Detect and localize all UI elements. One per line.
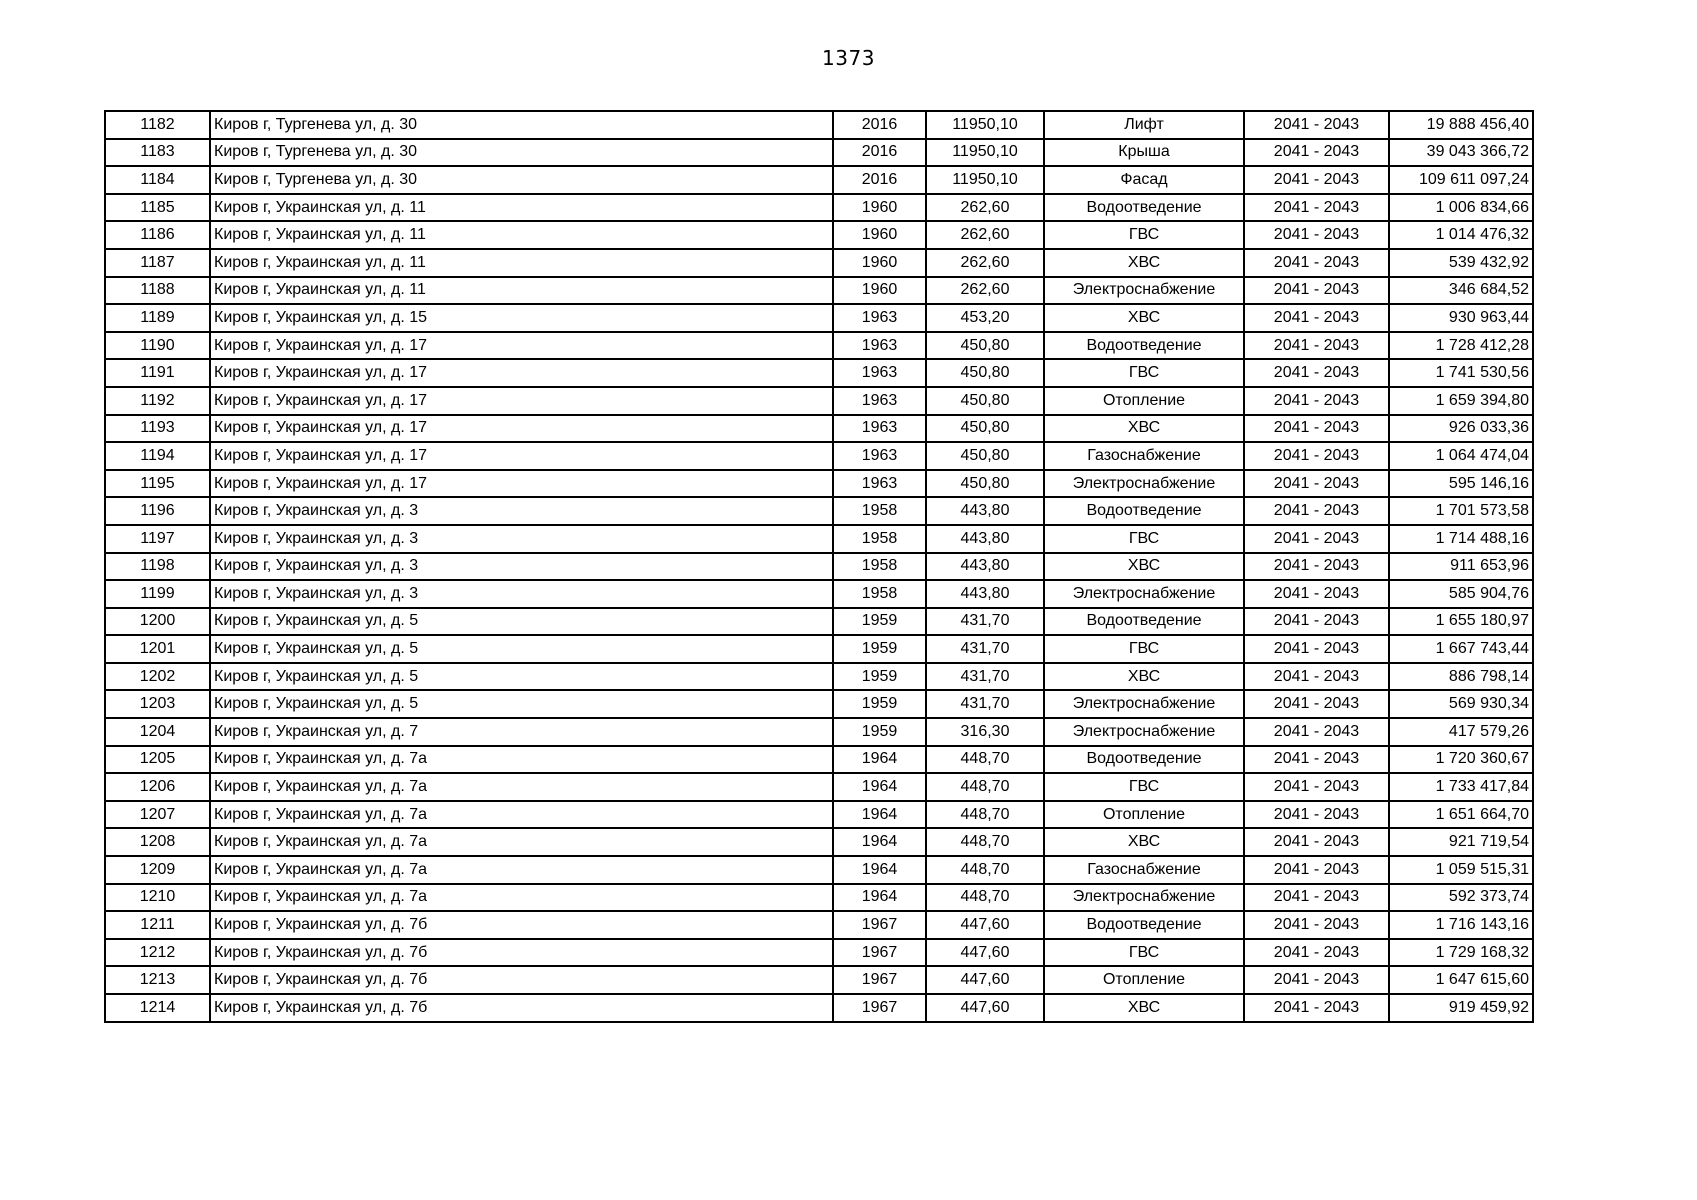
row-number-cell: 1202	[105, 663, 210, 691]
address-cell: Киров г, Украинская ул, д. 7а	[210, 856, 833, 884]
area-cell: 262,60	[926, 221, 1044, 249]
area-cell: 448,70	[926, 773, 1044, 801]
area-cell: 443,80	[926, 553, 1044, 581]
row-number-cell: 1207	[105, 801, 210, 829]
row-number-cell: 1191	[105, 359, 210, 387]
build-year-cell: 1958	[833, 525, 926, 553]
period-cell: 2041 - 2043	[1244, 801, 1389, 829]
build-year-cell: 1964	[833, 884, 926, 912]
build-year-cell: 1967	[833, 939, 926, 967]
work-type-cell: Лифт	[1044, 111, 1244, 139]
build-year-cell: 1958	[833, 497, 926, 525]
work-type-cell: ГВС	[1044, 939, 1244, 967]
build-year-cell: 1963	[833, 304, 926, 332]
address-cell: Киров г, Украинская ул, д. 5	[210, 635, 833, 663]
cost-cell: 1 728 412,28	[1389, 332, 1533, 360]
area-cell: 448,70	[926, 884, 1044, 912]
build-year-cell: 1958	[833, 553, 926, 581]
row-number-cell: 1197	[105, 525, 210, 553]
area-cell: 450,80	[926, 415, 1044, 443]
row-number-cell: 1198	[105, 553, 210, 581]
address-cell: Киров г, Украинская ул, д. 17	[210, 359, 833, 387]
row-number-cell: 1187	[105, 249, 210, 277]
table-row	[105, 221, 1533, 249]
work-type-cell: Газоснабжение	[1044, 856, 1244, 884]
cost-cell: 585 904,76	[1389, 580, 1533, 608]
period-cell: 2041 - 2043	[1244, 497, 1389, 525]
area-cell: 262,60	[926, 277, 1044, 305]
row-number-cell: 1189	[105, 304, 210, 332]
address-cell: Киров г, Украинская ул, д. 11	[210, 194, 833, 222]
area-cell: 316,30	[926, 718, 1044, 746]
work-type-cell: Отопление	[1044, 387, 1244, 415]
period-cell: 2041 - 2043	[1244, 442, 1389, 470]
build-year-cell: 1964	[833, 746, 926, 774]
work-type-cell: Электроснабжение	[1044, 718, 1244, 746]
period-cell: 2041 - 2043	[1244, 304, 1389, 332]
period-cell: 2041 - 2043	[1244, 139, 1389, 167]
period-cell: 2041 - 2043	[1244, 221, 1389, 249]
area-cell: 443,80	[926, 525, 1044, 553]
build-year-cell: 1963	[833, 387, 926, 415]
table-row	[105, 608, 1533, 636]
work-type-cell: ГВС	[1044, 635, 1244, 663]
work-type-cell: Отопление	[1044, 801, 1244, 829]
address-cell: Киров г, Украинская ул, д. 7б	[210, 966, 833, 994]
build-year-cell: 1964	[833, 856, 926, 884]
area-cell: 11950,10	[926, 166, 1044, 194]
build-year-cell: 1967	[833, 966, 926, 994]
table-row	[105, 580, 1533, 608]
address-cell: Киров г, Тургенева ул, д. 30	[210, 166, 833, 194]
area-cell: 443,80	[926, 580, 1044, 608]
area-cell: 11950,10	[926, 111, 1044, 139]
area-cell: 450,80	[926, 442, 1044, 470]
area-cell: 431,70	[926, 635, 1044, 663]
build-year-cell: 2016	[833, 166, 926, 194]
area-cell: 447,60	[926, 939, 1044, 967]
address-cell: Киров г, Украинская ул, д. 7б	[210, 911, 833, 939]
address-cell: Киров г, Украинская ул, д. 7	[210, 718, 833, 746]
row-number-cell: 1196	[105, 497, 210, 525]
table-row	[105, 359, 1533, 387]
row-number-cell: 1206	[105, 773, 210, 801]
address-cell: Киров г, Украинская ул, д. 3	[210, 580, 833, 608]
cost-cell: 39 043 366,72	[1389, 139, 1533, 167]
work-type-cell: ХВС	[1044, 828, 1244, 856]
period-cell: 2041 - 2043	[1244, 994, 1389, 1022]
area-cell: 11950,10	[926, 139, 1044, 167]
work-type-cell: Водоотведение	[1044, 332, 1244, 360]
period-cell: 2041 - 2043	[1244, 911, 1389, 939]
row-number-cell: 1183	[105, 139, 210, 167]
work-type-cell: Отопление	[1044, 966, 1244, 994]
period-cell: 2041 - 2043	[1244, 387, 1389, 415]
work-type-cell: Электроснабжение	[1044, 690, 1244, 718]
table-row	[105, 773, 1533, 801]
build-year-cell: 1963	[833, 332, 926, 360]
table-row	[105, 304, 1533, 332]
cost-cell: 1 741 530,56	[1389, 359, 1533, 387]
build-year-cell: 1960	[833, 249, 926, 277]
table-row	[105, 332, 1533, 360]
area-cell: 448,70	[926, 828, 1044, 856]
row-number-cell: 1194	[105, 442, 210, 470]
address-cell: Киров г, Украинская ул, д. 15	[210, 304, 833, 332]
period-cell: 2041 - 2043	[1244, 884, 1389, 912]
table-row	[105, 166, 1533, 194]
period-cell: 2041 - 2043	[1244, 773, 1389, 801]
period-cell: 2041 - 2043	[1244, 663, 1389, 691]
cost-cell: 417 579,26	[1389, 718, 1533, 746]
address-cell: Киров г, Украинская ул, д. 17	[210, 415, 833, 443]
period-cell: 2041 - 2043	[1244, 194, 1389, 222]
address-cell: Киров г, Украинская ул, д. 7б	[210, 994, 833, 1022]
row-number-cell: 1211	[105, 911, 210, 939]
address-cell: Киров г, Тургенева ул, д. 30	[210, 139, 833, 167]
build-year-cell: 1959	[833, 663, 926, 691]
area-cell: 450,80	[926, 332, 1044, 360]
cost-cell: 1 059 515,31	[1389, 856, 1533, 884]
period-cell: 2041 - 2043	[1244, 111, 1389, 139]
cost-cell: 1 701 573,58	[1389, 497, 1533, 525]
work-type-cell: ГВС	[1044, 221, 1244, 249]
table-row	[105, 553, 1533, 581]
build-year-cell: 1960	[833, 277, 926, 305]
period-cell: 2041 - 2043	[1244, 166, 1389, 194]
cost-cell: 539 432,92	[1389, 249, 1533, 277]
row-number-cell: 1200	[105, 608, 210, 636]
area-cell: 448,70	[926, 801, 1044, 829]
cost-cell: 1 651 664,70	[1389, 801, 1533, 829]
build-year-cell: 1959	[833, 635, 926, 663]
cost-cell: 1 729 168,32	[1389, 939, 1533, 967]
period-cell: 2041 - 2043	[1244, 525, 1389, 553]
address-cell: Киров г, Украинская ул, д. 3	[210, 525, 833, 553]
table-row	[105, 911, 1533, 939]
address-cell: Киров г, Украинская ул, д. 7а	[210, 773, 833, 801]
area-cell: 262,60	[926, 194, 1044, 222]
row-number-cell: 1210	[105, 884, 210, 912]
address-cell: Киров г, Украинская ул, д. 5	[210, 608, 833, 636]
cost-cell: 886 798,14	[1389, 663, 1533, 691]
area-cell: 431,70	[926, 608, 1044, 636]
table-body	[105, 111, 1533, 1022]
cost-cell: 1 667 743,44	[1389, 635, 1533, 663]
work-type-cell: ГВС	[1044, 525, 1244, 553]
table-row	[105, 387, 1533, 415]
table-row	[105, 442, 1533, 470]
row-number-cell: 1213	[105, 966, 210, 994]
table-row	[105, 690, 1533, 718]
work-type-cell: ХВС	[1044, 304, 1244, 332]
row-number-cell: 1195	[105, 470, 210, 498]
cost-cell: 1 659 394,80	[1389, 387, 1533, 415]
row-number-cell: 1182	[105, 111, 210, 139]
cost-cell: 1 716 143,16	[1389, 911, 1533, 939]
work-type-cell: Водоотведение	[1044, 194, 1244, 222]
table-row	[105, 497, 1533, 525]
table-row	[105, 249, 1533, 277]
cost-cell: 595 146,16	[1389, 470, 1533, 498]
address-cell: Киров г, Украинская ул, д. 7а	[210, 746, 833, 774]
build-year-cell: 2016	[833, 139, 926, 167]
table-row	[105, 884, 1533, 912]
address-cell: Киров г, Украинская ул, д. 7б	[210, 939, 833, 967]
address-cell: Киров г, Украинская ул, д. 17	[210, 470, 833, 498]
cost-cell: 109 611 097,24	[1389, 166, 1533, 194]
build-year-cell: 1963	[833, 415, 926, 443]
row-number-cell: 1184	[105, 166, 210, 194]
work-type-cell: ХВС	[1044, 249, 1244, 277]
build-year-cell: 1967	[833, 994, 926, 1022]
cost-cell: 569 930,34	[1389, 690, 1533, 718]
address-cell: Киров г, Украинская ул, д. 7а	[210, 828, 833, 856]
table-row	[105, 525, 1533, 553]
area-cell: 450,80	[926, 387, 1044, 415]
table-row	[105, 994, 1533, 1022]
work-type-cell: ГВС	[1044, 773, 1244, 801]
cost-cell: 1 733 417,84	[1389, 773, 1533, 801]
address-cell: Киров г, Тургенева ул, д. 30	[210, 111, 833, 139]
period-cell: 2041 - 2043	[1244, 828, 1389, 856]
work-type-cell: ГВС	[1044, 359, 1244, 387]
row-number-cell: 1204	[105, 718, 210, 746]
work-type-cell: ХВС	[1044, 663, 1244, 691]
row-number-cell: 1199	[105, 580, 210, 608]
cost-cell: 1 714 488,16	[1389, 525, 1533, 553]
address-cell: Киров г, Украинская ул, д. 5	[210, 690, 833, 718]
work-type-cell: Фасад	[1044, 166, 1244, 194]
cost-cell: 1 064 474,04	[1389, 442, 1533, 470]
work-type-cell: Водоотведение	[1044, 608, 1244, 636]
period-cell: 2041 - 2043	[1244, 856, 1389, 884]
area-cell: 431,70	[926, 690, 1044, 718]
build-year-cell: 1963	[833, 359, 926, 387]
work-type-cell: ХВС	[1044, 415, 1244, 443]
period-cell: 2041 - 2043	[1244, 415, 1389, 443]
build-year-cell: 1960	[833, 221, 926, 249]
cost-cell: 1 647 615,60	[1389, 966, 1533, 994]
table-row	[105, 415, 1533, 443]
cost-cell: 1 006 834,66	[1389, 194, 1533, 222]
cost-cell: 1 655 180,97	[1389, 608, 1533, 636]
area-cell: 447,60	[926, 966, 1044, 994]
period-cell: 2041 - 2043	[1244, 966, 1389, 994]
cost-cell: 1 720 360,67	[1389, 746, 1533, 774]
row-number-cell: 1212	[105, 939, 210, 967]
address-cell: Киров г, Украинская ул, д. 3	[210, 497, 833, 525]
cost-cell: 911 653,96	[1389, 553, 1533, 581]
table-row	[105, 828, 1533, 856]
build-year-cell: 1963	[833, 470, 926, 498]
address-cell: Киров г, Украинская ул, д. 7а	[210, 884, 833, 912]
row-number-cell: 1190	[105, 332, 210, 360]
work-type-cell: Электроснабжение	[1044, 277, 1244, 305]
area-cell: 447,60	[926, 911, 1044, 939]
work-type-cell: Водоотведение	[1044, 911, 1244, 939]
repair-schedule-table	[104, 110, 1534, 1023]
area-cell: 453,20	[926, 304, 1044, 332]
work-type-cell: ХВС	[1044, 994, 1244, 1022]
table-row	[105, 277, 1533, 305]
address-cell: Киров г, Украинская ул, д. 11	[210, 221, 833, 249]
row-number-cell: 1193	[105, 415, 210, 443]
table-row	[105, 856, 1533, 884]
period-cell: 2041 - 2043	[1244, 608, 1389, 636]
row-number-cell: 1203	[105, 690, 210, 718]
row-number-cell: 1208	[105, 828, 210, 856]
cost-cell: 921 719,54	[1389, 828, 1533, 856]
work-type-cell: Электроснабжение	[1044, 884, 1244, 912]
period-cell: 2041 - 2043	[1244, 718, 1389, 746]
work-type-cell: Электроснабжение	[1044, 470, 1244, 498]
area-cell: 262,60	[926, 249, 1044, 277]
table-row	[105, 746, 1533, 774]
row-number-cell: 1209	[105, 856, 210, 884]
work-type-cell: ХВС	[1044, 553, 1244, 581]
address-cell: Киров г, Украинская ул, д. 3	[210, 553, 833, 581]
table-row	[105, 194, 1533, 222]
cost-cell: 592 373,74	[1389, 884, 1533, 912]
period-cell: 2041 - 2043	[1244, 580, 1389, 608]
address-cell: Киров г, Украинская ул, д. 7а	[210, 801, 833, 829]
build-year-cell: 2016	[833, 111, 926, 139]
row-number-cell: 1188	[105, 277, 210, 305]
address-cell: Киров г, Украинская ул, д. 5	[210, 663, 833, 691]
table-row	[105, 663, 1533, 691]
period-cell: 2041 - 2043	[1244, 332, 1389, 360]
build-year-cell: 1958	[833, 580, 926, 608]
page-number: 1373	[822, 46, 875, 70]
table-row	[105, 718, 1533, 746]
build-year-cell: 1964	[833, 801, 926, 829]
address-cell: Киров г, Украинская ул, д. 17	[210, 332, 833, 360]
address-cell: Киров г, Украинская ул, д. 11	[210, 277, 833, 305]
work-type-cell: Водоотведение	[1044, 497, 1244, 525]
cost-cell: 1 014 476,32	[1389, 221, 1533, 249]
area-cell: 431,70	[926, 663, 1044, 691]
address-cell: Киров г, Украинская ул, д. 11	[210, 249, 833, 277]
row-number-cell: 1185	[105, 194, 210, 222]
area-cell: 447,60	[926, 994, 1044, 1022]
period-cell: 2041 - 2043	[1244, 635, 1389, 663]
table-row	[105, 111, 1533, 139]
work-type-cell: Крыша	[1044, 139, 1244, 167]
area-cell: 443,80	[926, 497, 1044, 525]
row-number-cell: 1201	[105, 635, 210, 663]
cost-cell: 346 684,52	[1389, 277, 1533, 305]
work-type-cell: Электроснабжение	[1044, 580, 1244, 608]
cost-cell: 919 459,92	[1389, 994, 1533, 1022]
address-cell: Киров г, Украинская ул, д. 17	[210, 387, 833, 415]
row-number-cell: 1205	[105, 746, 210, 774]
build-year-cell: 1967	[833, 911, 926, 939]
work-type-cell: Газоснабжение	[1044, 442, 1244, 470]
build-year-cell: 1964	[833, 828, 926, 856]
address-cell: Киров г, Украинская ул, д. 17	[210, 442, 833, 470]
period-cell: 2041 - 2043	[1244, 249, 1389, 277]
period-cell: 2041 - 2043	[1244, 939, 1389, 967]
table-row	[105, 139, 1533, 167]
area-cell: 448,70	[926, 856, 1044, 884]
build-year-cell: 1959	[833, 718, 926, 746]
build-year-cell: 1964	[833, 773, 926, 801]
build-year-cell: 1959	[833, 608, 926, 636]
build-year-cell: 1963	[833, 442, 926, 470]
build-year-cell: 1960	[833, 194, 926, 222]
row-number-cell: 1214	[105, 994, 210, 1022]
area-cell: 450,80	[926, 359, 1044, 387]
period-cell: 2041 - 2043	[1244, 746, 1389, 774]
table-row	[105, 966, 1533, 994]
row-number-cell: 1186	[105, 221, 210, 249]
period-cell: 2041 - 2043	[1244, 690, 1389, 718]
work-type-cell: Водоотведение	[1044, 746, 1244, 774]
table-row	[105, 939, 1533, 967]
table-row	[105, 801, 1533, 829]
area-cell: 448,70	[926, 746, 1044, 774]
period-cell: 2041 - 2043	[1244, 553, 1389, 581]
cost-cell: 930 963,44	[1389, 304, 1533, 332]
period-cell: 2041 - 2043	[1244, 277, 1389, 305]
table-row	[105, 635, 1533, 663]
table-row	[105, 470, 1533, 498]
period-cell: 2041 - 2043	[1244, 359, 1389, 387]
cost-cell: 19 888 456,40	[1389, 111, 1533, 139]
row-number-cell: 1192	[105, 387, 210, 415]
cost-cell: 926 033,36	[1389, 415, 1533, 443]
period-cell: 2041 - 2043	[1244, 470, 1389, 498]
build-year-cell: 1959	[833, 690, 926, 718]
area-cell: 450,80	[926, 470, 1044, 498]
